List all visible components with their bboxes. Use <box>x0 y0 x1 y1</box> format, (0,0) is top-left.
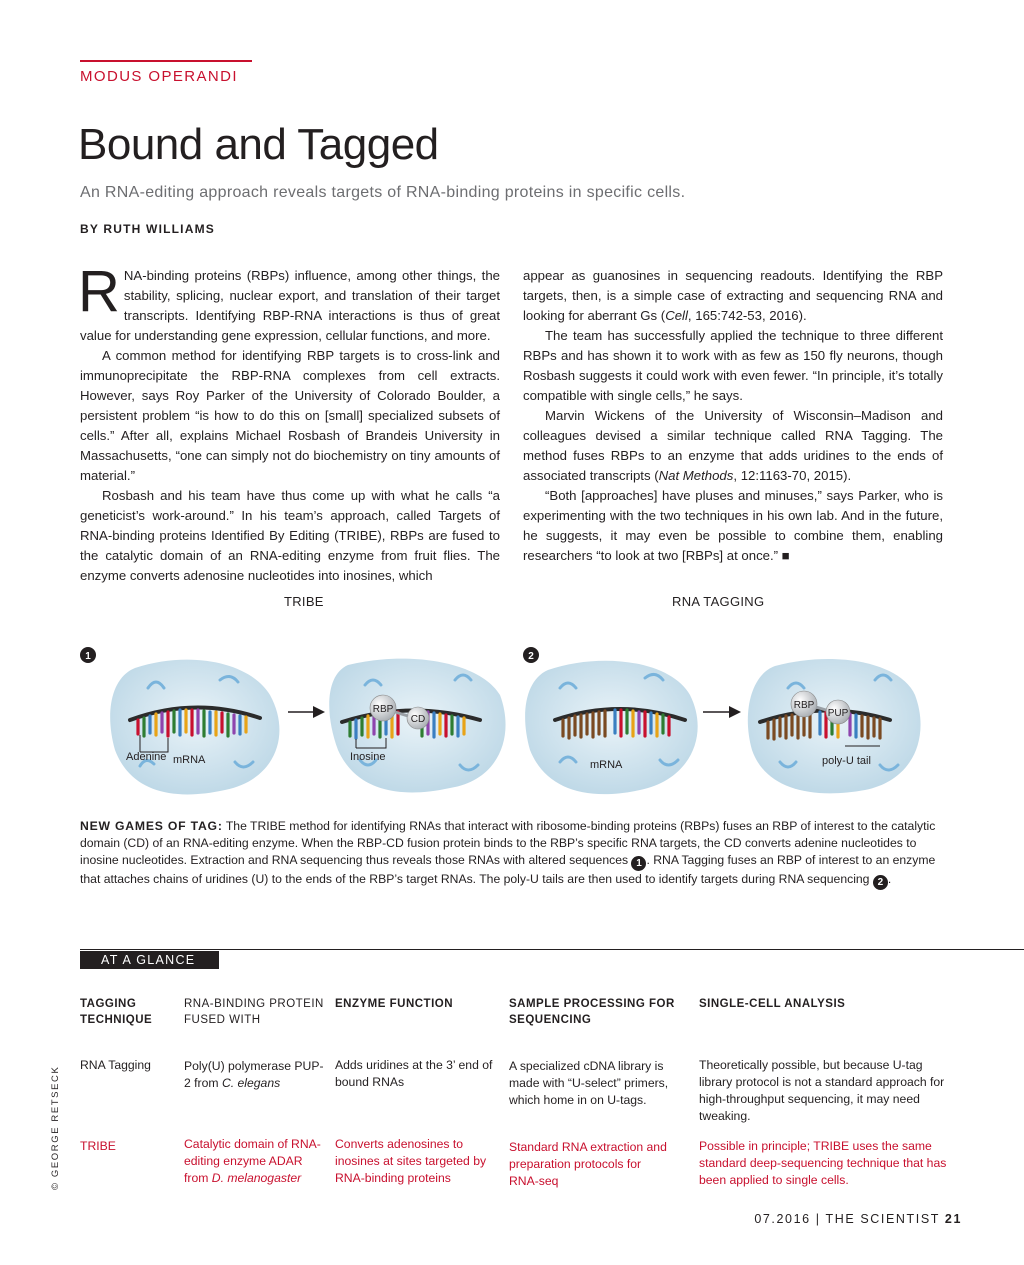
row2-processing: Standard RNA extraction and preparation protocols for RNA-seq <box>509 1140 667 1188</box>
paragraph-3: Rosbash and his team have thus come up with what he calls “a geneticist’s work-around.” In his team’s approach, called Targets of RNA-binding proteins Identified By Editing (TRIBE), RBPs are fused to the catalytic domain of an RNA-editing enzyme from fruit flies. The enzyme converts adenosine nucleotides into inosines, which <box>80 488 500 583</box>
glance-tag: AT A GLANCE <box>80 951 219 969</box>
svg-text:2: 2 <box>528 651 534 662</box>
article-subtitle: An RNA-editing approach reveals targets of RNA-binding proteins in specific cells. <box>80 184 686 201</box>
col-header-processing: SAMPLE PROCESSING FOR SEQUENCING <box>509 998 675 1026</box>
row1-processing: A specialized cDNA library is made with “U-select” primers, which home in on U-tags. <box>509 1059 669 1107</box>
row2-function: Converts adenosines to inosines at sites targeted by RNA-binding proteins <box>335 1137 487 1185</box>
row1-protein: Poly(U) polymerase PUP-2 from C. elegans <box>184 1059 324 1090</box>
step-badge-1: 1 <box>631 856 646 871</box>
paragraph-5: The team has successfully applied the technique to three different RBPs and has shown it to work with as few as 150 fly neurons, though Rosbash suggests it could work with even fewer. “In principle, it’s totally compatible with single cells,” he says. <box>523 328 943 403</box>
figure-caption: NEW GAMES OF TAG: The TRIBE method for identifying RNAs that interact with ribosome-binding proteins (RBPs) fuses an RBP of interest to the catalytic domain (CD) of an RNA-editing enzyme. When the RBP-CD fusion protein binds to the RBP’s specific RNA targets, the CD converts adenine nucleotides to inosine nucleotides. Extraction and RNA sequencing thus reveals those RNAs with altered sequences 1 . RNA Tagging fuses an RBP of interest to an enzyme that attaches chains of uridines (U) to the ends of the RBP’s target RNAs. The poly-U tails are then used to identify targets during RNA sequencing 2 . <box>80 819 936 888</box>
svg-text:CD: CD <box>410 714 426 725</box>
col-header-protein: RNA-BINDING PROTEIN FUSED WITH <box>184 998 324 1026</box>
paragraph-4: appear as guanosines in sequencing readouts. Identifying the RBP targets, then, is a simple case of extracting and sequencing RNA and looking for aberrant Gs (Cell, 165:742-53, 2016). <box>523 268 943 323</box>
label-inosine: Inosine <box>350 751 386 763</box>
body-column-left <box>78 259 500 586</box>
row2-protein: Catalytic domain of RNA-editing enzyme ADAR from D. melanogaster <box>184 1137 321 1185</box>
svg-text:1: 1 <box>85 651 91 662</box>
step-badge-2: 2 <box>873 875 888 890</box>
paragraph-6: Marvin Wickens of the University of Wisconsin–Madison and colleagues devised a similar technique called RNA Tagging. The method fuses RBPs to an enzyme that adds uridines to the ends of associated transcripts (Nat Methods, 12:1163-70, 2015). <box>523 408 943 483</box>
article-title: Bound and Tagged <box>78 120 439 169</box>
end-mark: ■ <box>781 548 790 563</box>
cell-3 <box>525 661 698 794</box>
label-mrna-2: mRNA <box>590 759 623 771</box>
body-column-right <box>523 266 943 566</box>
step-badge-1 <box>80 647 96 663</box>
cell-1 <box>110 660 279 795</box>
paragraph-2: A common method for identifying RBP targets is to cross-link and immunoprecipitate the RBP-RNA complexes from cell extracts. However, says Roy Parker of the University of Colorado Boulder, a persistent problem “is how to do this on [small] specialized subsets of cells.” After all, explains Michael Rosbash of Brandeis University in Massachusetts, “one can simply not do biochemistry on tiny amounts of material.” <box>80 348 500 483</box>
row2-single-cell: Possible in principle; TRIBE uses the same standard deep-sequencing technique that has been applied to single cells. <box>699 1139 947 1187</box>
section-label: MODUS OPERANDI <box>80 60 252 85</box>
paragraph-1: RNA-binding proteins (RBPs) influence, among other things, the stability, splicing, nuclear export, and translation of their target transcripts. Identifying RBP-RNA interactions is thus of great value for understanding gene expression, cellular functions, and more. <box>78 259 500 343</box>
svg-text:RBP: RBP <box>372 704 394 715</box>
paragraph-7: “Both [approaches] have pluses and minuses,” says Parker, who is experimenting with the two techniques in his own lab. And in the future, he suggests, it may even be possible to combine them, enabling researchers “to look at two [RBPs] at once.” ■ <box>523 488 943 563</box>
row1-function: Adds uridines at the 3’ end of bound RNAs <box>335 1058 493 1089</box>
svg-text:RBP: RBP <box>793 700 815 711</box>
col-header-technique: TAGGING TECHNIQUE <box>80 998 153 1026</box>
step-badge-2 <box>523 647 539 663</box>
row1-single-cell: Theoretically possible, but because U-tag library protocol is not a standard approach for high-throughput sequencing, it may need tweaking. <box>699 1058 945 1123</box>
label-polyu: poly-U tail <box>822 755 871 767</box>
byline: BY RUTH WILLIAMS <box>80 222 215 236</box>
figure-title-tribe: TRIBE <box>284 594 324 609</box>
svg-text:PUP: PUP <box>827 708 849 719</box>
label-mrna-1: mRNA <box>173 754 206 766</box>
figure-title-rna-tagging: RNA TAGGING <box>672 594 765 609</box>
glance-divider <box>80 949 1024 950</box>
col-header-single-cell: SINGLE-CELL ANALYSIS <box>699 998 846 1010</box>
row1-technique: RNA Tagging <box>80 1058 151 1072</box>
figure-illustration <box>60 640 960 810</box>
page-footer: 07.2016 | THE SCIENTIST 21 <box>754 1212 962 1226</box>
label-adenine: Adenine <box>126 751 167 763</box>
col-header-function: ENZYME FUNCTION <box>335 998 454 1010</box>
photo-credit: © GEORGE RETSECK <box>50 1065 61 1190</box>
drop-cap: R <box>78 259 120 324</box>
row2-technique: TRIBE <box>80 1139 116 1153</box>
